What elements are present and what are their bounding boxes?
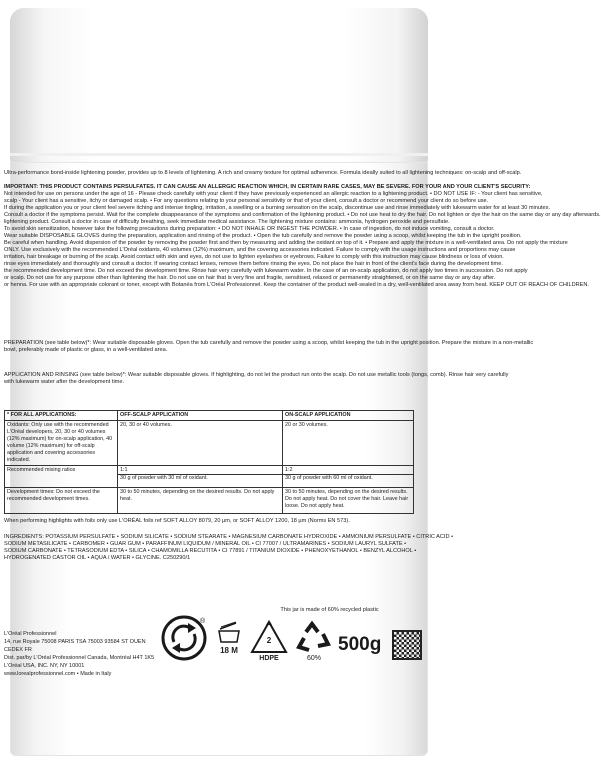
preparation-text-2: bowl, preferably made of plastic or glass, in a well-ventilated area. [4, 347, 168, 353]
preparation-text: PREPARATION (see table below)*: Wear suitable disposable gloves. Open the tub carefully and remove the powder using a scoop, whilst keeping the tub in the upright position. Prepare the mixture in a non-metallic [4, 340, 534, 346]
recycled-note: This jar is made of 60% recycled plastic [280, 607, 379, 613]
warning-line: Wear suitable DISPOSABLE GLOVES during the preparation, application and rinsing of the product. • Open the tub carefully and remove the powder using a scoop, whilst keeping the tub in the upright position. [4, 233, 522, 239]
table-development-label: Development times: Do not exceed the recommended development times. [5, 488, 118, 514]
qr-code-icon [392, 630, 422, 660]
hdpe-label: HDPE [259, 655, 279, 662]
warning-line: Be careful when handling. Avoid dispersion of the powder by removing the powder first and then by measuring and adding the oxidant on top of it. • Prepare and apply the mixture in a well-ventilated area. Do not apply the mixture [4, 240, 568, 246]
open-jar-icon [216, 622, 242, 644]
warning-line: rinse eyes immediately and thoroughly and consult a doctor. If wearing contact lenses, remove them before rinsing the eyes. Do not place the hair in front of the client's face during the development time. [4, 261, 503, 267]
mixing-ratio-off: 1:1 [120, 467, 128, 473]
recycle-circle-icon [160, 614, 208, 662]
ingredients-line: INGREDIENTS: POTASSIUM PERSULFATE • SODIUM SILICATE • SODIUM STEARATE • MAGNESIUM CARBONATE HYDROXIDE • AMMONIUM PERSULFATE • CITRIC ACID • [4, 534, 454, 540]
recycled-percent: 60% [306, 655, 321, 662]
table-header-off-scalp: OFF-SCALP APPLICATION [118, 411, 283, 421]
intro-text: Ultra-performance bond-inside lightening powder, provides up to 8 levels of lightening. A rich and creamy texture for optimal adherence. Formula ideally suited to all lightening techniques: on-scalp and off-scalp. [4, 170, 522, 176]
warning-line: the recommended development time. Do not exceed the development time. Rinse hair very carefully with lukewarm water. In the case of an on-scalp application, do not apply two times in succession. Do not apply [4, 268, 528, 274]
ingredients-line: HYDROGENATED CASTOR OIL • AQUA / WATER • GLYCINE. C250290/1 [4, 555, 191, 561]
warning-line: or henna. For use with an appropriate colorant or toner, except with Botanéa from L'Oréal Professionnel. Keep the container of the product well-sealed in a dry, well-ventilated area away from heat. KEEP OUT OF REACH OF CHILDREN. [4, 282, 589, 288]
foil-note: When performing highlights with foils only use L'ORÉAL foils ref SOFT ALLOY 8079, 20 µm, or SOFT ALLOY 1200, 18 µm (Norms EN 573). [4, 518, 350, 524]
address-line: L'Oréal USA, INC. NY, NY 10001 [4, 663, 85, 669]
warning-line: Consult a doctor if the symptoms persist. Wait for the complete disappearance of the symptoms and confirmation of the lightening product. • Do not use heat to dry the hair. Do not lighten or dye the hair on the same day or any day afterwards. [4, 212, 601, 218]
address-line: L'Oréal Professionnel [4, 631, 57, 637]
tub-lid [10, 8, 428, 163]
warning-line: ONLY. Use exclusively with the recommended L'Oréal oxidants, 40 volumes (12%) maximum, and the covering accessories indicated. Failure to comply with the usage instructions and proportions may cause [4, 247, 516, 253]
net-weight: 500g [338, 634, 382, 655]
mixing-desc-on: 30 g of powder with 60 ml of oxidant. [283, 474, 413, 482]
address-line: Dist. par/by L'Oréal Professionnel Canada, Montréal H4T 1K5 [4, 655, 155, 661]
warning-line: or scalp. Do not use for any purpose other than lightening the hair. Do not use on hair that is very fine and fragile, sensitised, relaxed or permanently straightened, or on the same day or any day after. [4, 275, 496, 281]
table-oxidants-off: 20, 30 or 40 volumes. [118, 421, 283, 466]
application-text-2: with lukewarm water after the development time. [4, 379, 125, 385]
warning-line: IMPORTANT: THIS PRODUCT CONTAINS PERSULFATES. IT CAN CAUSE AN ALLERGIC REACTION WHICH, IN CERTAIN RARE CASES, MAY BE SEVERE. FOR YOUR AND YOUR CLIENT'S SECURITY: [4, 184, 531, 190]
warning-line: irritation, hair breakage or burning of the scalp. Avoid contact with skin and eyes, do not use to lighten eyelashes or eyebrows. Failure to comply with this instruction may cause blindness or loss of vision. [4, 254, 504, 260]
product-label [4, 170, 601, 670]
hdpe-code: 2 [266, 636, 272, 645]
address-block [4, 630, 164, 678]
table-mixing-off [118, 466, 283, 488]
table-header-all: * FOR ALL APPLICATIONS: [5, 411, 118, 421]
mixing-desc-off: 30 g of powder with 30 ml of oxidant. [118, 474, 282, 482]
table-oxidants-on: 20 or 30 volumes. [283, 421, 414, 466]
warning-line: If during the application you or your client feel severe itching and intense tingling, irritation, a swelling or a burning sensation on the scalp, discontinue use and rinse immediately with lukewarm water for at least 30 minutes. [4, 205, 550, 211]
recycle-arrows-icon [296, 622, 332, 654]
svg-text:®: ® [200, 618, 206, 625]
table-header-on-scalp: ON-SCALP APPLICATION [283, 411, 414, 421]
table-mixing-label: Recommended mixing ratios [5, 466, 118, 488]
warning-line: lightening product. Consult a doctor in case of difficulty breathing, seek immediate medical assistance. The lightening mixture contains: ammonia, hydrogen peroxide and persulfate. [4, 219, 450, 225]
warning-line: Not intended for use on persons under the age of 16 - Please check carefully with your client if they have previously experienced an allergic reaction to a lightening product. • DO NOT USE IF: - Your client has sensitive, [4, 191, 543, 197]
mixing-ratio-on: 1:2 [285, 467, 293, 473]
ingredients-line: SODIUM METASILICATE • CARBOMER • GUAR GUM • PARAFFINUM LIQUIDUM / MINERAL OIL • CI 77007 / ULTRAMARINES • SODIUM LAURYL SULFATE • [4, 541, 407, 547]
usage-table [4, 410, 414, 514]
table-development-on: 30 to 50 minutes, depending on the desired results. Do not apply heat. Do not cover the hair. Leave hair loose. Do not apply heat. [283, 488, 414, 514]
pao-label: 18 M [220, 646, 238, 655]
address-line: 14, rue Royale 75008 PARIS TSA 75003 93584 ST OUEN CEDEX FR [4, 639, 146, 653]
ingredients-line: SODIUM CARBONATE • TETRASODIUM EDTA • SILICA • CHAMOMILLA RECUTITA • CI 77891 / TITANIUM DIOXIDE • PHENOXYETHANOL • BENZYL ALCOHOL • [4, 548, 417, 554]
address-line: www.lorealprofessionnel.com • Made in Italy [4, 671, 112, 677]
warning-line: scalp - Your client has a sensitive, itchy or damaged scalp. • For any questions relating to your personal sensitivity or that of your client, consult a doctor or recommend your client do so before use. [4, 198, 489, 204]
warning-line: To avoid skin sensitization, however take the following precautions during preparation: • DO NOT INHALE OR INGEST THE POWDER. • In case of ingestion, do not induce vomiting, consult a doctor. [4, 226, 495, 232]
application-text: APPLICATION AND RINSING (see table below)*: Wear suitable disposable gloves. If highlighting, do not let the product run onto the scalp. Do not use metallic tools (tongs, comb). Rinse hair very carefully [4, 372, 509, 378]
table-oxidants-label: Oxidants: Only use with the recommended L'Oréal developers, 20, 30 or 40 volumes (12% maximum) for on-scalp application, 40 volume (12% maximum) for off-scalp application and covering accessories indicated. [5, 421, 118, 466]
table-mixing-on [283, 466, 414, 488]
table-development-off: 30 to 50 minutes, depending on the desired results. Do not apply heat. [118, 488, 283, 514]
